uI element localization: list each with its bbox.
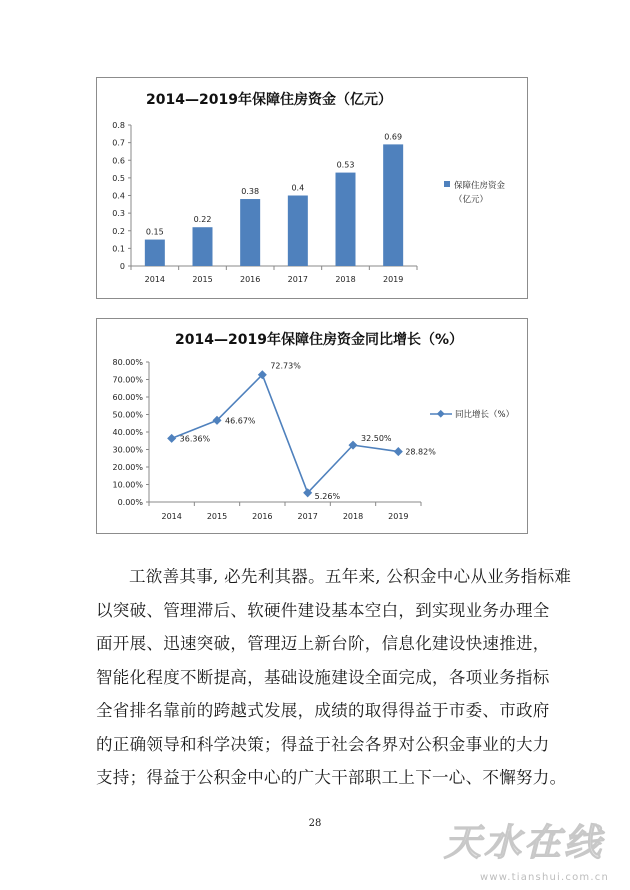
funding-bar-chart-svg — [97, 78, 527, 298]
chart-title: 2014—2019年保障住房资金（亿元） — [146, 92, 392, 108]
y-tick-label: 0.7 — [112, 138, 125, 148]
bar — [193, 227, 213, 266]
y-tick-label: 0.2 — [112, 226, 125, 236]
x-tick-label: 2019 — [388, 512, 409, 521]
x-tick-label: 2017 — [287, 275, 309, 284]
watermark-logo-text: 天水在线 — [444, 820, 604, 864]
y-tick-label: 0.5 — [112, 173, 125, 183]
growth-line-chart-svg — [97, 319, 527, 533]
y-tick-label: 0.4 — [112, 191, 125, 201]
y-tick-label: 80.00% — [112, 358, 143, 367]
page-number: 28 — [308, 818, 322, 829]
bar — [383, 144, 403, 266]
legend-label: 同比增长（%） — [455, 410, 515, 420]
y-tick-label: 0.00% — [117, 498, 143, 507]
x-tick-label: 2015 — [192, 275, 213, 284]
x-tick-label: 2014 — [161, 512, 182, 521]
point-data-label: 46.67% — [225, 416, 256, 426]
bar — [336, 173, 356, 266]
legend-label: （亿元） — [454, 195, 489, 205]
bar-data-label: 0.15 — [145, 227, 164, 237]
x-tick-label: 2016 — [239, 275, 261, 284]
bar — [145, 240, 165, 266]
point-data-label: 36.36% — [179, 434, 211, 444]
x-tick-label: 2018 — [342, 512, 364, 521]
y-tick-label: 0.1 — [112, 244, 125, 254]
legend-marker — [437, 410, 445, 418]
x-tick-label: 2015 — [206, 512, 228, 521]
bar — [288, 196, 308, 267]
x-tick-label: 2018 — [335, 275, 356, 284]
body-line: 智能化程度不断提高，基础设施建设全面完成，各项业务指标 — [96, 667, 550, 687]
y-tick-label: 30.00% — [112, 445, 143, 455]
legend-label: 保障住房资金 — [454, 181, 506, 191]
point-data-label: 28.82% — [405, 447, 436, 457]
point-data-label: 5.26% — [314, 491, 341, 501]
body-line: 以突破、管理滞后、软硬件建设基本空白，到实现业务办理全 — [96, 600, 550, 620]
y-tick-label: 70.00% — [112, 375, 143, 385]
chart-title: 2014—2019年保障住房资金同比增长（%） — [175, 332, 463, 348]
bar-data-label: 0.53 — [336, 160, 355, 170]
x-tick-label: 2016 — [252, 512, 273, 521]
bar — [240, 199, 260, 266]
growth-line-chart — [96, 318, 528, 534]
data-point — [394, 447, 403, 456]
watermark — [440, 808, 620, 888]
bar-data-label: 0.69 — [384, 132, 403, 142]
body-line: 的正确领导和科学决策；得益于社会各界对公积金事业的大力 — [96, 734, 550, 754]
body-line: 支持；得益于公积金中心的广大干部职工上下一心、不懈努力。 — [96, 768, 567, 787]
bar-data-label: 0.22 — [193, 215, 212, 225]
data-point — [167, 434, 176, 443]
legend-swatch — [444, 181, 450, 187]
y-tick-label: 20.00% — [112, 463, 143, 472]
watermark-url: www.tianshui.com.cn — [480, 872, 609, 883]
x-tick-label: 2014 — [144, 275, 166, 284]
body-line: 工欲善其事, 必先利其器。五年来, 公积金中心从业务指标难 — [129, 567, 572, 586]
y-tick-label: 0.3 — [112, 209, 125, 219]
bar-data-label: 0.38 — [241, 187, 260, 197]
x-tick-label: 2019 — [382, 275, 404, 284]
body-paragraph — [96, 560, 572, 795]
point-data-label: 32.50% — [361, 434, 392, 444]
y-tick-label: 50.00% — [112, 410, 143, 420]
y-tick-label: 0.8 — [112, 121, 125, 130]
point-data-label: 72.73% — [270, 361, 301, 371]
body-line: 全省排名靠前的跨越式发展，成绩的取得得益于市委、市政府 — [96, 701, 550, 720]
bar-data-label: 0.4 — [291, 183, 305, 193]
y-tick-label: 0.6 — [112, 156, 125, 166]
body-line: 面开展、迅速突破，管理迈上新台阶，信息化建设快速推进， — [96, 634, 550, 653]
funding-bar-chart — [96, 77, 528, 299]
y-tick-label: 60.00% — [112, 393, 143, 402]
x-tick-label: 2017 — [297, 512, 318, 521]
y-tick-label: 40.00% — [112, 428, 143, 437]
y-tick-label: 0 — [119, 262, 125, 271]
y-tick-label: 10.00% — [112, 480, 143, 490]
